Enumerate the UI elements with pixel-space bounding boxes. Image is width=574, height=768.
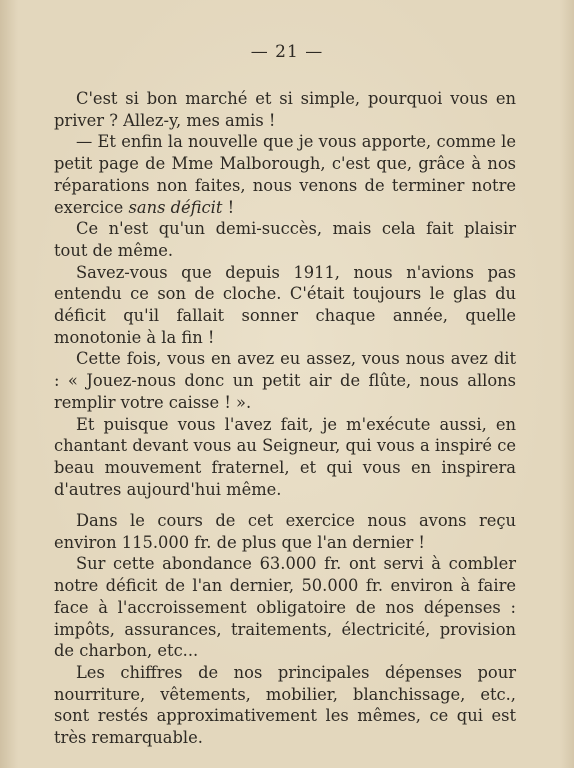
paragraph-2-end: ! <box>222 197 235 217</box>
paragraph-1: C'est si bon marché et si simple, pourquoi vous en priver ? Allez-y, mes amis ! <box>54 89 516 130</box>
page-number: — 21 — <box>250 42 324 62</box>
paragraph-2 <box>54 131 516 218</box>
paragraph-9: Les chiffres de nos principales dépenses pour nourriture, vêtements, mobilier, blanchissage, etc., sont restés approximativement les mêmes, ce qui est très remarquable. <box>54 662 516 748</box>
text-section-2 <box>54 510 516 749</box>
paragraph-6: Et puisque vous l'avez fait, je m'exécute aussi, en chantant devant vous au Seigneur, qui vous a inspiré ce beau mouvement fraternel, et qui vous en inspirera d'autres aujourd'hui même. <box>54 414 516 499</box>
paragraph-3: Ce n'est qu'un demi-succès, mais cela fait plaisir tout de même. <box>54 219 516 260</box>
paragraph-7: Dans le cours de cet exercice nous avons reçu environ 115.000 fr. de plus que l'an dernier ! <box>54 511 516 552</box>
paragraph-8: Sur cette abondance 63.000 fr. ont servi à combler notre déficit de l'an dernier, 50.000 fr. environ à faire face à l'accroissement obligatoire de nos dépenses : impôts, assurances, traitements, électricité, provision de charbon, etc... <box>54 554 516 661</box>
italic-phrase: sans déficit <box>128 197 223 217</box>
paragraph-2-text: — Et enfin la nouvelle que je vous apporte, comme le petit page de Mme Malborough, c'est que, grâce à nos réparations non faites, nous venons de terminer notre exercice <box>54 132 516 217</box>
text-section-1 <box>54 88 516 500</box>
paragraph-4: Savez-vous que depuis 1911, nous n'avions pas entendu ce son de cloche. C'était toujours le glas du déficit qu'il fallait sonner chaque année, quelle monotonie à la fin ! <box>54 262 516 347</box>
paragraph-5: Cette fois, vous en avez eu assez, vous nous avez dit : « Jouez-nous donc un petit air de flûte, nous allons remplir votre caisse ! ». <box>54 349 516 412</box>
